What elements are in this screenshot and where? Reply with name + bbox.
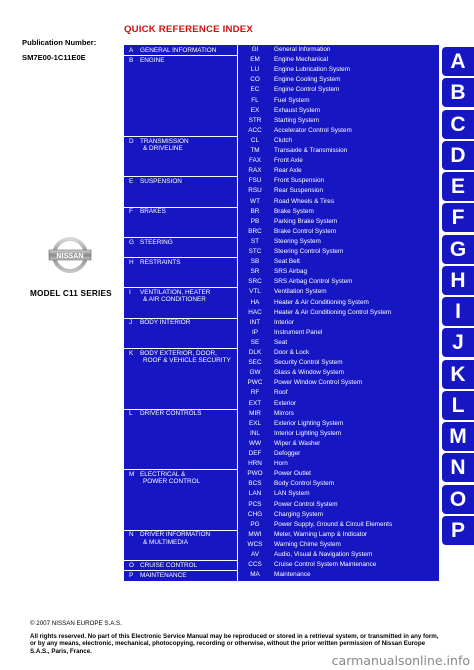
index-row[interactable] bbox=[124, 419, 439, 429]
tab-f[interactable]: F bbox=[442, 203, 474, 232]
section-name: Seat bbox=[274, 338, 288, 346]
section-name: SRS Airbag bbox=[274, 268, 308, 276]
section-label-line2: ROOF & VEHICLE SECURITY bbox=[143, 356, 231, 364]
index-row[interactable] bbox=[124, 439, 439, 449]
tab-h[interactable]: H bbox=[442, 266, 474, 295]
tab-j[interactable]: J bbox=[442, 328, 474, 357]
section-label-line2: & AIR CONDITIONER bbox=[143, 296, 206, 304]
index-row[interactable] bbox=[124, 459, 439, 469]
index-row[interactable] bbox=[124, 207, 439, 217]
section-label bbox=[140, 562, 197, 569]
section-code: LAN bbox=[248, 490, 262, 498]
section-name: Engine Lubrication System bbox=[274, 66, 351, 74]
model-series: MODEL C11 SERIES bbox=[30, 289, 112, 298]
section-code: CCS bbox=[248, 561, 262, 569]
section-letter: N bbox=[129, 531, 134, 539]
section-label-line1: VENTILATION, HEATER bbox=[140, 289, 211, 296]
index-row[interactable] bbox=[124, 520, 439, 530]
section-name: Heater & Air Conditioning System bbox=[274, 298, 369, 306]
index-row[interactable] bbox=[124, 217, 439, 227]
section-name: Exhaust System bbox=[274, 106, 321, 114]
index-row[interactable] bbox=[124, 65, 439, 75]
section-name: Instrument Panel bbox=[274, 328, 323, 336]
tab-l[interactable]: L bbox=[442, 391, 474, 420]
section-code: RSU bbox=[248, 187, 262, 195]
section-name: Brake Control System bbox=[274, 227, 337, 235]
tab-o[interactable]: O bbox=[442, 485, 474, 514]
section-name: Brake System bbox=[274, 207, 314, 215]
section-name: Parking Brake System bbox=[274, 217, 338, 225]
index-row[interactable] bbox=[124, 277, 439, 287]
section-code: DLK bbox=[248, 349, 262, 356]
tab-i[interactable]: I bbox=[442, 297, 474, 326]
publication-label: Publication Number: bbox=[22, 38, 97, 47]
section-letter: F bbox=[129, 208, 133, 216]
section-letter: E bbox=[129, 177, 134, 185]
section-code: WCS bbox=[247, 540, 263, 548]
section-code: GW bbox=[249, 369, 261, 377]
index-row[interactable] bbox=[124, 227, 439, 237]
section-label-line1: DRIVER INFORMATION bbox=[140, 531, 211, 539]
section-name: Exterior bbox=[274, 399, 297, 407]
section-name: Wiper & Washer bbox=[274, 439, 321, 447]
section-label bbox=[140, 531, 210, 545]
tab-e[interactable]: E bbox=[442, 172, 474, 201]
section-label bbox=[140, 208, 166, 215]
index-row[interactable] bbox=[124, 156, 439, 166]
section-label bbox=[140, 47, 216, 54]
index-row[interactable] bbox=[124, 489, 439, 499]
section-label bbox=[140, 138, 189, 152]
section-letter: A bbox=[129, 46, 134, 54]
tab-k[interactable]: K bbox=[442, 360, 474, 389]
section-name: Mirrors bbox=[274, 409, 294, 417]
section-letter: I bbox=[129, 289, 131, 296]
tab-c[interactable]: C bbox=[442, 110, 474, 139]
publication-info bbox=[22, 38, 122, 62]
section-name: Cruise Control System Maintenance bbox=[274, 561, 377, 569]
index-row[interactable] bbox=[124, 378, 439, 388]
section-code: WW bbox=[248, 439, 262, 447]
section-name: Exterior Lighting System bbox=[274, 419, 344, 427]
section-name: Door & Lock bbox=[274, 349, 310, 356]
section-code: EXL bbox=[248, 419, 262, 427]
tab-b[interactable]: B bbox=[442, 78, 474, 107]
section-code: SB bbox=[250, 258, 260, 266]
section-name: Glass & Window System bbox=[274, 369, 344, 377]
watermark: carmanualsonline.info bbox=[331, 653, 470, 668]
section-name: Charging System bbox=[274, 510, 324, 518]
index-row[interactable] bbox=[124, 267, 439, 277]
section-code: HRN bbox=[248, 460, 262, 468]
section-label-line1: ENGINE bbox=[140, 56, 165, 64]
section-code: VTL bbox=[249, 288, 261, 296]
section-name: Engine Control System bbox=[274, 86, 340, 94]
section-name: Front Suspension bbox=[274, 177, 325, 185]
tab-m[interactable]: M bbox=[442, 422, 474, 451]
section-code: CL bbox=[250, 136, 260, 144]
section-code: BR bbox=[250, 207, 260, 215]
tab-a[interactable]: A bbox=[442, 47, 474, 76]
section-code: GI bbox=[251, 46, 259, 53]
section-name: Body Control System bbox=[274, 480, 335, 488]
section-code: LU bbox=[250, 66, 260, 74]
section-code: SR bbox=[250, 268, 260, 276]
section-label bbox=[140, 350, 231, 364]
index-row[interactable] bbox=[124, 308, 439, 318]
index-table bbox=[124, 45, 439, 581]
section-name: Road Wheels & Tires bbox=[274, 197, 335, 205]
section-label-line1: SUSPENSION bbox=[140, 177, 182, 185]
section-name: Interior Lighting System bbox=[274, 429, 342, 437]
section-code: EC bbox=[250, 86, 260, 94]
section-name: Rear Suspension bbox=[274, 187, 324, 195]
section-code: FL bbox=[251, 96, 259, 104]
index-row[interactable] bbox=[124, 328, 439, 338]
section-code: TM bbox=[250, 147, 260, 154]
index-row[interactable] bbox=[124, 500, 439, 510]
index-row[interactable] bbox=[124, 96, 439, 106]
index-row[interactable] bbox=[124, 388, 439, 398]
publication-number: SM7E00-1C11E0E bbox=[22, 53, 86, 62]
section-code: CHG bbox=[247, 510, 263, 518]
index-row[interactable] bbox=[124, 186, 439, 196]
section-name: Power Supply, Ground & Circuit Elements bbox=[274, 520, 393, 528]
index-row[interactable] bbox=[124, 449, 439, 459]
section-label-line1: TRANSMISSION bbox=[140, 137, 189, 145]
section-code: PWC bbox=[247, 379, 263, 387]
index-row[interactable] bbox=[124, 166, 439, 176]
section-label-line1: RESTRAINTS bbox=[140, 258, 181, 266]
section-code: HA bbox=[250, 298, 260, 306]
section-code: BRC bbox=[248, 227, 262, 235]
index-row[interactable] bbox=[124, 368, 439, 378]
section-letter: M bbox=[129, 470, 135, 478]
section-name: Meter, Warning Lamp & Indicator bbox=[274, 530, 368, 538]
section-label-line1: BODY INTERIOR bbox=[140, 319, 191, 327]
tab-g[interactable]: G bbox=[442, 235, 474, 264]
section-code: SE bbox=[250, 338, 260, 346]
section-label bbox=[140, 319, 190, 326]
section-code: PWO bbox=[247, 470, 263, 478]
index-row[interactable] bbox=[124, 338, 439, 348]
section-label bbox=[140, 289, 210, 303]
section-code: INL bbox=[250, 429, 260, 437]
section-name: Rear Axle bbox=[274, 167, 302, 175]
section-code: HAC bbox=[248, 308, 262, 316]
section-label-line1: CRUISE CONTROL bbox=[140, 561, 198, 569]
section-label-line1: DRIVER CONTROLS bbox=[140, 410, 202, 418]
section-name: LAN System bbox=[274, 490, 310, 498]
index-row[interactable] bbox=[124, 85, 439, 95]
section-name: Clutch bbox=[274, 136, 293, 144]
section-name: Defogger bbox=[274, 450, 301, 457]
tab-d[interactable]: D bbox=[442, 141, 474, 170]
section-code: AV bbox=[250, 551, 260, 558]
section-name: Starting System bbox=[274, 116, 320, 124]
section-label bbox=[140, 410, 201, 417]
section-letter: P bbox=[129, 571, 134, 579]
section-code: STC bbox=[248, 248, 262, 255]
section-code: IP bbox=[251, 328, 259, 336]
section-code: PCS bbox=[248, 500, 262, 508]
section-name: Seat Belt bbox=[274, 258, 300, 266]
section-label-line1: GENERAL INFORMATION bbox=[140, 46, 217, 54]
index-row[interactable] bbox=[124, 55, 439, 65]
section-label-line2: POWER CONTROL bbox=[143, 478, 201, 485]
index-row[interactable] bbox=[124, 126, 439, 136]
index-row[interactable] bbox=[124, 510, 439, 520]
section-name: Accelerator Control System bbox=[274, 126, 352, 134]
section-label bbox=[140, 259, 180, 266]
index-row[interactable] bbox=[124, 247, 439, 257]
section-code: WT bbox=[250, 197, 260, 205]
section-label bbox=[140, 178, 182, 185]
section-name: Engine Mechanical bbox=[274, 56, 328, 64]
index-row[interactable] bbox=[124, 75, 439, 85]
section-code: MWI bbox=[248, 530, 262, 538]
index-row[interactable] bbox=[124, 550, 439, 560]
section-code: EXT bbox=[248, 399, 262, 407]
section-label bbox=[140, 471, 200, 485]
section-label-line1: BODY EXTERIOR, DOOR, bbox=[140, 349, 217, 357]
section-label-line1: BRAKES bbox=[140, 208, 166, 216]
section-name: Roof bbox=[274, 389, 288, 397]
section-code: PG bbox=[250, 520, 260, 528]
section-code: SRC bbox=[248, 278, 262, 286]
index-row[interactable] bbox=[124, 399, 439, 409]
section-name: General Information bbox=[274, 46, 331, 53]
section-name: Power Outlet bbox=[274, 470, 311, 478]
rights-notice: All rights reserved. No part of this Electronic Service Manual may be reproduced or stored in a retrieval system, or transmitted in any form, or by any means, electronic, mechanical, photocopying, recording or otherwise, without the prior written permission of Nissan Europe S.A.S., Paris, France. bbox=[30, 633, 439, 655]
index-row[interactable] bbox=[124, 116, 439, 126]
section-label-line2: & DRIVELINE bbox=[143, 144, 183, 152]
section-name: Steering System bbox=[274, 237, 321, 245]
index-row[interactable] bbox=[124, 429, 439, 439]
section-code: MA bbox=[250, 571, 260, 579]
section-code: RAX bbox=[248, 167, 262, 175]
section-letter: O bbox=[129, 561, 134, 569]
section-code: MIR bbox=[249, 409, 261, 417]
section-letter: B bbox=[129, 56, 134, 64]
section-letter: H bbox=[129, 258, 134, 266]
section-label-line1: MAINTENANCE bbox=[140, 571, 187, 579]
section-letter: L bbox=[129, 410, 133, 418]
section-label-line1: ELECTRICAL & bbox=[140, 470, 186, 478]
section-label-line2: & MULTIMEDIA bbox=[143, 538, 188, 546]
section-label bbox=[140, 572, 187, 579]
section-code: EM bbox=[250, 56, 260, 64]
section-letter: G bbox=[129, 238, 134, 246]
page-title: QUICK REFERENCE INDEX bbox=[124, 24, 253, 35]
section-code: INT bbox=[249, 318, 261, 326]
section-name: Power Window Control System bbox=[274, 379, 363, 387]
section-name: Audio, Visual & Navigation System bbox=[274, 551, 373, 558]
index-row[interactable] bbox=[124, 106, 439, 116]
section-name: Horn bbox=[274, 460, 288, 468]
section-letter: J bbox=[129, 319, 133, 327]
section-name: Engine Cooling System bbox=[274, 76, 341, 84]
section-name: Fuel System bbox=[274, 96, 310, 104]
section-name: SRS Airbag Control System bbox=[274, 278, 353, 286]
section-code: STR bbox=[248, 116, 262, 124]
section-name: Security Control System bbox=[274, 359, 343, 367]
section-code: DEF bbox=[248, 450, 262, 457]
section-name: Warning Chime System bbox=[274, 540, 341, 548]
section-code: FSU bbox=[248, 177, 262, 185]
section-code: EX bbox=[250, 106, 260, 114]
section-code: CO bbox=[250, 76, 260, 84]
copyright: © 2007 NISSAN EUROPE S.A.S. bbox=[30, 620, 122, 627]
section-letter: K bbox=[129, 349, 134, 357]
section-code: ST bbox=[250, 237, 260, 245]
section-code: PB bbox=[250, 217, 260, 225]
index-row[interactable] bbox=[124, 197, 439, 207]
section-label bbox=[140, 57, 165, 64]
section-name: Heater & Air Conditioning Control System bbox=[274, 308, 392, 316]
section-code: SEC bbox=[248, 359, 262, 367]
section-name: Interior bbox=[274, 318, 294, 326]
section-name: Front Axle bbox=[274, 157, 303, 165]
section-name: Power Control System bbox=[274, 500, 338, 508]
section-name: Maintenance bbox=[274, 571, 311, 579]
logo-text: NISSAN bbox=[56, 250, 84, 260]
section-code: ACC bbox=[248, 126, 262, 134]
section-code: BCS bbox=[248, 480, 262, 488]
section-name: Steering Control System bbox=[274, 248, 344, 255]
nissan-logo-icon bbox=[48, 236, 92, 274]
section-label-line1: STEERING bbox=[140, 238, 173, 246]
tab-p[interactable]: P bbox=[442, 516, 474, 545]
section-label bbox=[140, 239, 173, 246]
section-code: RF bbox=[250, 389, 260, 397]
section-code: FAX bbox=[248, 157, 262, 165]
section-name: Transaxle & Transmission bbox=[274, 147, 348, 154]
section-name: Ventilation System bbox=[274, 288, 327, 296]
section-letter: D bbox=[129, 137, 134, 145]
tab-n[interactable]: N bbox=[442, 453, 474, 482]
